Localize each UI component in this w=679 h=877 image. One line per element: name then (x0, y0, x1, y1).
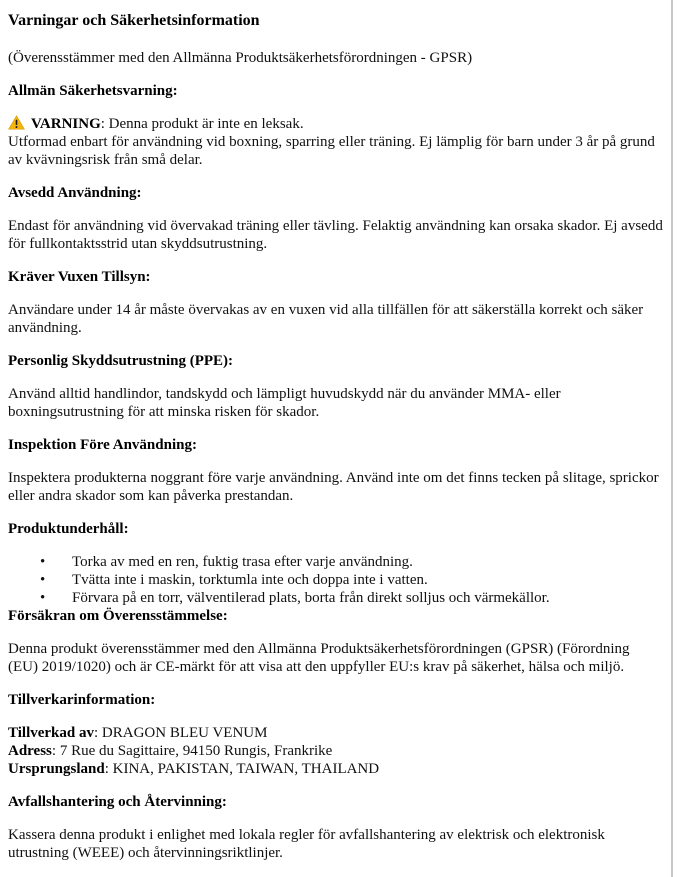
list-item: • Tvätta inte i maskin, torktumla inte och doppa inte i vatten. (8, 571, 663, 589)
section-heading-intended-use: Avsedd Användning: (8, 185, 142, 201)
section-heading-adult-supervision: Kräver Vuxen Tillsyn: (8, 269, 151, 285)
general-warning-body: Utformad enbart för användning vid boxning, sparring eller träning. Ej lämplig för barn under 3 år på grund av kvävningsrisk från små delar. (8, 134, 655, 168)
section-heading-general-warning: Allmän Säkerhetsvarning: (8, 83, 178, 99)
waste-body: Kassera denna produkt i enlighet med lokala regler för avfallshantering av elektrisk och elektronisk utrustning (WEEE) och återvinningsriktlinjer. (8, 827, 605, 861)
document-subtitle: (Överensstämmer med den Allmänna Produktsäkerhetsförordningen - GPSR) (8, 50, 473, 66)
page-right-edge-divider (671, 0, 673, 877)
address-value: : 7 Rue du Sagittaire, 94150 Rungis, Frankrike (51, 743, 333, 759)
origin-value: : KINA, PAKISTAN, TAIWAN, THAILAND (104, 761, 380, 777)
warning-triangle-icon (8, 115, 25, 130)
manufacturer-origin-line (8, 760, 663, 778)
inspection-body: Inspektera produkterna noggrant före varje användning. Använd inte om det finns tecken på slitage, sprickor eller andra skador som kan påverka prestandan. (8, 470, 659, 504)
made-by-label: Tillverkad av (8, 725, 94, 741)
list-item: • Förvara på en torr, välventilerad plats, borta från direkt solljus och värmekällor. (8, 589, 663, 607)
general-warning-block (8, 115, 663, 169)
section-heading-inspection: Inspektion Före Användning: (8, 437, 197, 453)
adult-supervision-body: Användare under 14 år måste övervakas av en vuxen vid alla tillfällen för att säkerställa korrekt och säker användning. (8, 302, 644, 336)
section-heading-waste: Avfallshantering och Återvinning: (8, 794, 227, 810)
document-title: Varningar och Säkerhetsinformation (8, 12, 260, 29)
warning-label-rest: : Denna produkt är inte en leksak. (100, 116, 304, 132)
section-heading-maintenance: Produktunderhåll: (8, 521, 129, 537)
maintenance-list (8, 553, 663, 607)
warning-line (8, 115, 663, 133)
made-by-value: : DRAGON BLEU VENUM (94, 725, 268, 741)
manufacturer-info-block (8, 724, 663, 778)
section-heading-conformity: Försäkran om Överensstämmelse: (8, 608, 228, 624)
address-label: Adress (8, 743, 52, 759)
manufacturer-made-by-line (8, 724, 663, 742)
ppe-body: Använd alltid handlindor, tandskydd och lämpligt huvudskydd när du använder MMA- eller boxningsutrustning för att minska risken för skador. (8, 386, 561, 420)
warning-label: VARNING (31, 116, 101, 132)
section-heading-ppe: Personlig Skyddsutrustning (PPE): (8, 353, 234, 369)
origin-label: Ursprungsland (8, 761, 105, 777)
list-item: • Torka av med en ren, fuktig trasa efter varje användning. (8, 553, 663, 571)
conformity-body: Denna produkt överensstämmer med den Allmänna Produktsäkerhetsförordningen (GPSR) (Förordning (EU) 2019/1020) och är CE-märkt för att visa att den uppfyller EU:s krav på säkerhet, hälsa och miljö. (8, 641, 630, 675)
manufacturer-address-line (8, 742, 663, 760)
section-heading-manufacturer: Tillverkarinformation: (8, 692, 156, 708)
intended-use-body: Endast för användning vid övervakad träning eller tävling. Felaktig användning kan orsaka skador. Ej avsedd för fullkontaktsstrid utan skyddsutrustning. (8, 218, 663, 252)
